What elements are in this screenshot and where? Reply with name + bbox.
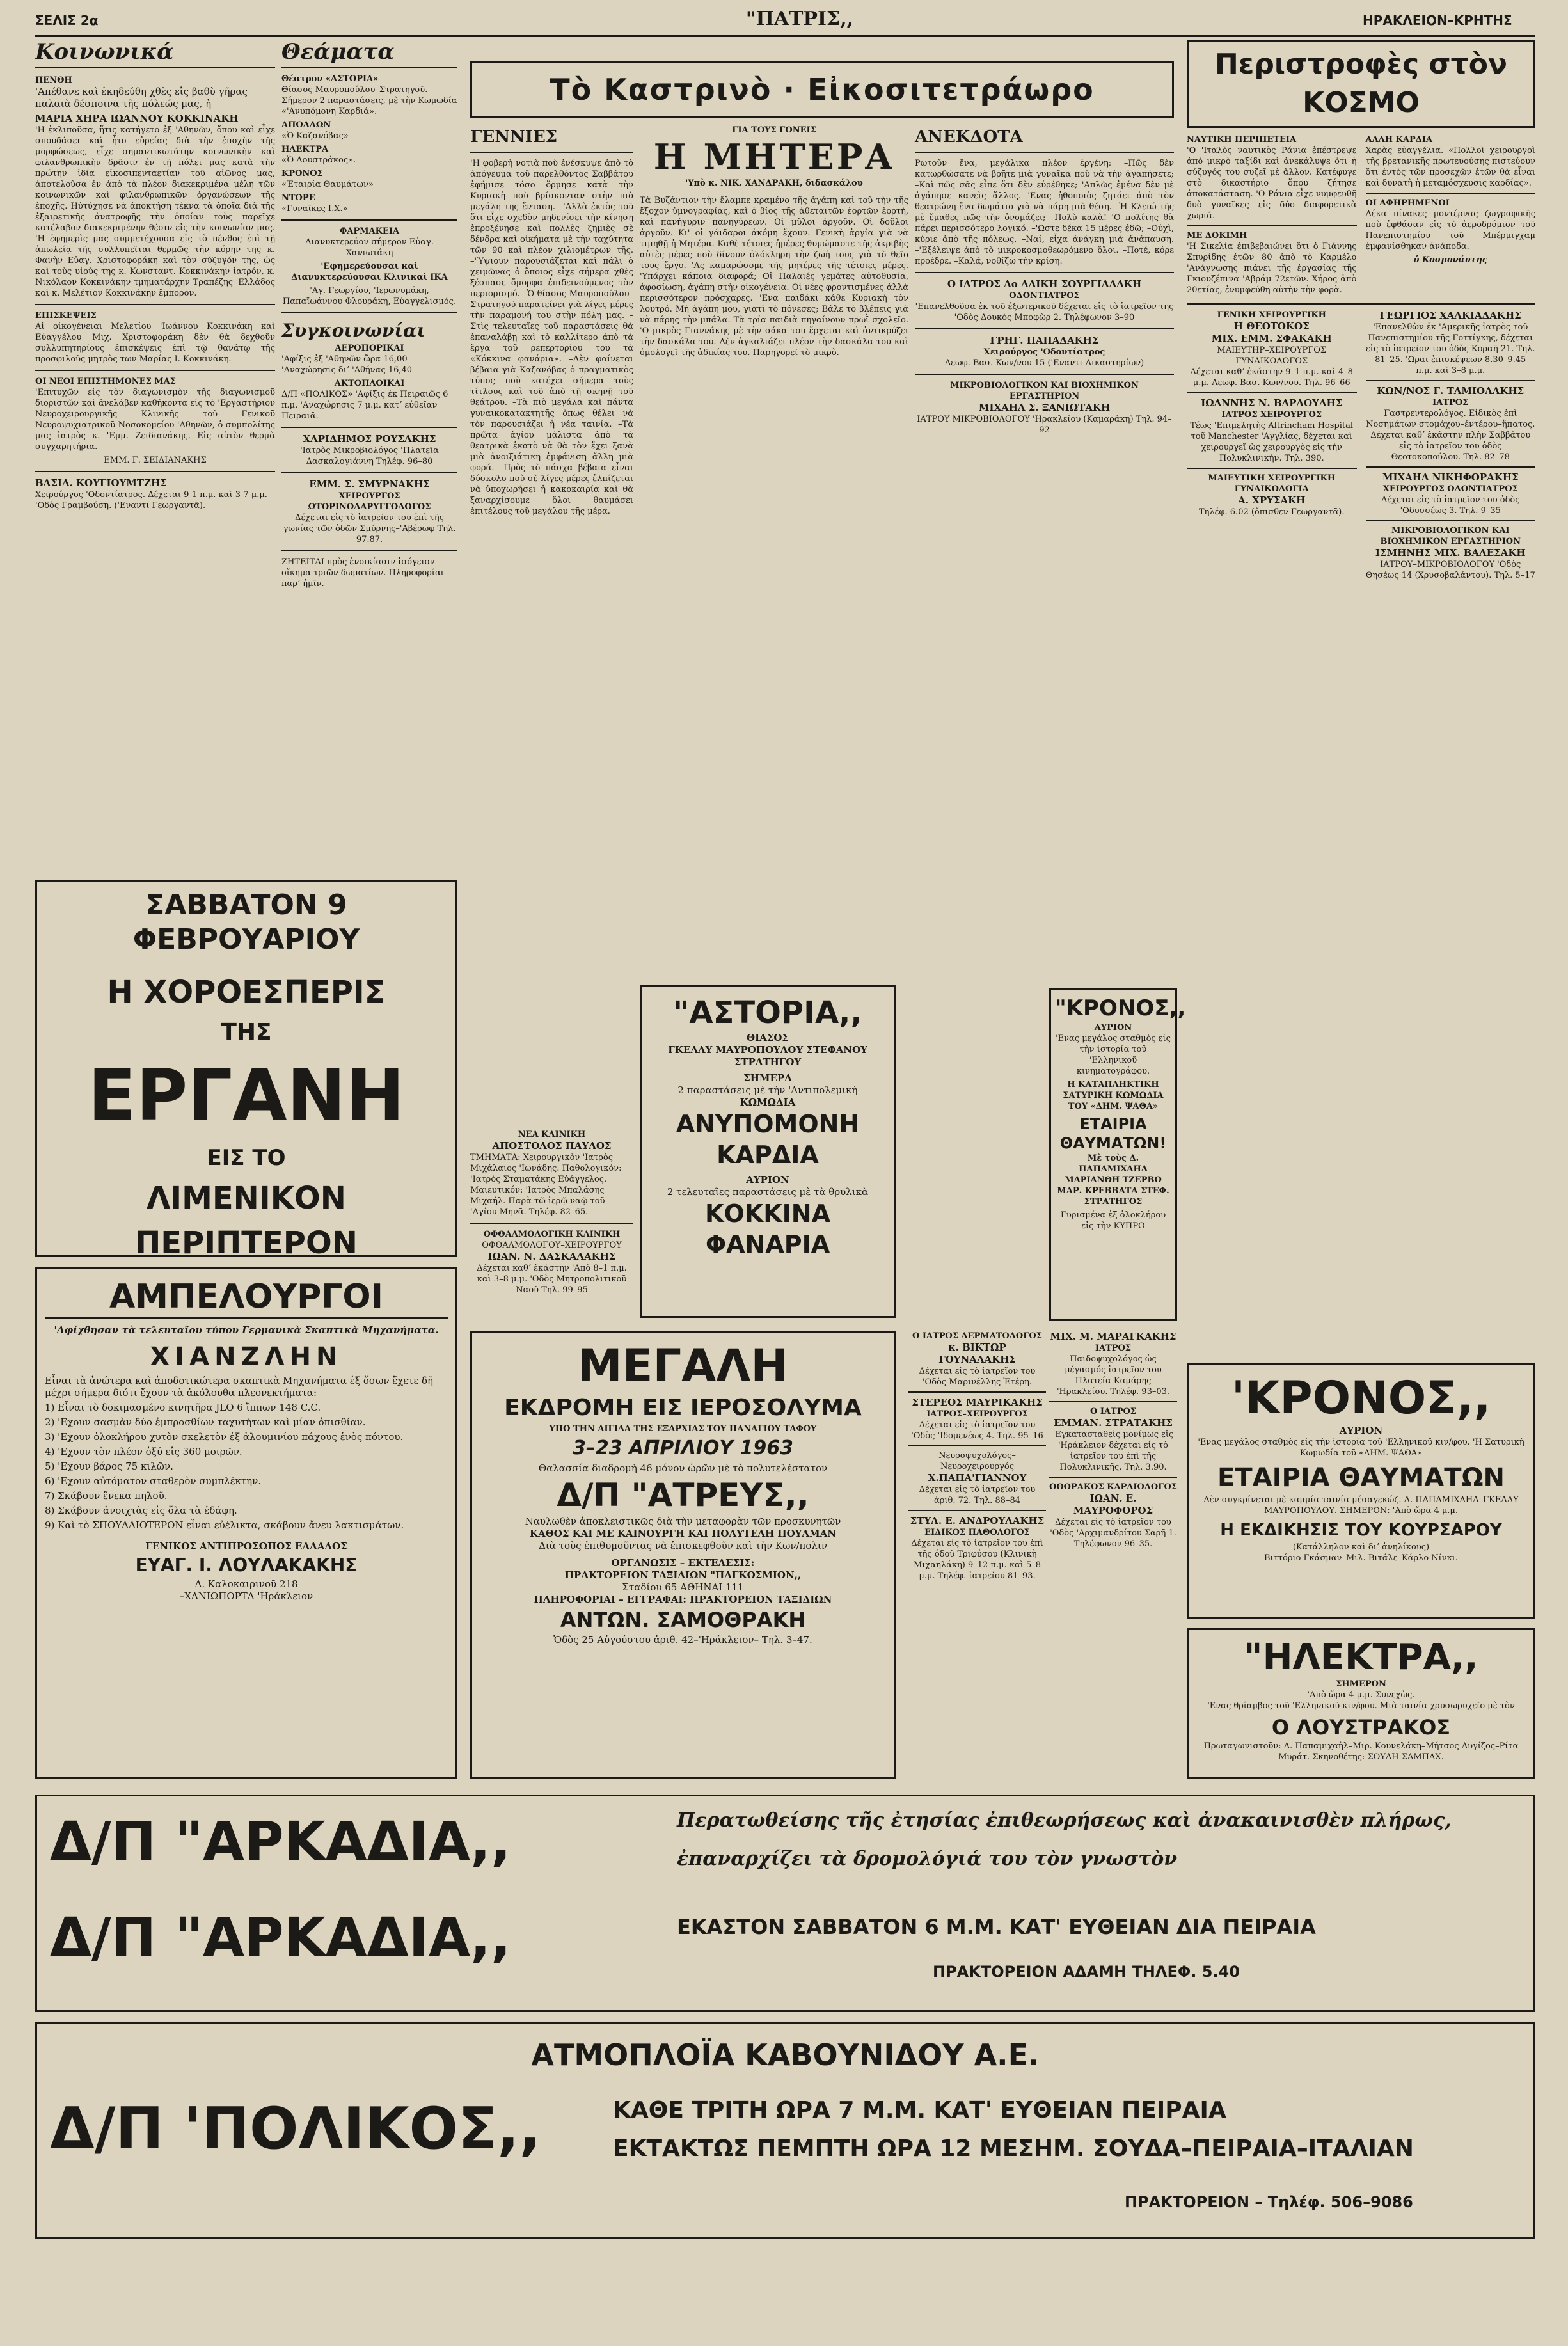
vine-item: 2) 'Εχουν σασμὰν δύο ἐμπροσθίων ταχυτήτων καὶ μίαν ὀπισθίαν. (45, 1416, 366, 1428)
ad-name: ΜΙΚΡΟΒΙΟΛΟΓΙΚΟΝ ΚΑΙ ΒΙΟΧΗΜΙΚΟΝ ΕΡΓΑΣΤΗΡΙΟΝ (1380, 526, 1521, 546)
divider (470, 1223, 633, 1224)
trip-ad (470, 1331, 896, 1779)
world-text: Χαρὰς εὐαγγέλια. «Πολλοὶ χειρουργοὶ τῆς βρετανικῆς πρωτευούσης πιστεύουν ὅτι ἐντὸς τῶν προσεχῶν ἐτῶν θὰ εἶναι καὶ δυνατὴ ἡ μεταμόσχευσις καρδίας». (1365, 146, 1535, 188)
ophth-title: ΟΦΘΑΛΜΟΛΟΓΙΚΗ ΚΛΙΝΙΚΗ (483, 1230, 621, 1239)
death-body: 'Η ἐκλιποῦσα, ἥτις κατήγετο ἐξ 'Αθηνῶν, ὅπου καὶ εἶχε σπουδάσει καὶ ἦτο εὐρείας διὰ τὴν ἐποχὴν τῆς μορφώσεως, εἶχε σημαντικωτάτην κοινωνικὴν καὶ φιλανθρωπικὴν δρᾶσιν ἐν τῇ πόλει μας κατὰ τὴν πρώτην ἰδία εἰκοσιπενταετίαν τοῦ αἰῶνος μας, ἀποτελοῦσα ἐν ἀπὸ τὰ πλέον διακεκριμένα μέλη τῶν κοινωνικῶν καὶ φιλανθρωπικῶν ὀργανώσεων τῆς ἐποχῆς. Ηὐτύχησε νὰ ἀποκτήσῃ τέκνα τὰ ὁποῖα διὰ τῆς ἐξαιρετικῆς ἀνατροφῆς τὴν ὁποίαν τοὺς παρεῖχε κατέλαβον διακεκριμένην θέσιν εἰς τὴν κοινωνίαν μας. 'Η ἐφημερὶς μας συμμετέχουσα εἰς τὸ πένθος ἐπὶ τῇ ἀπωλείᾳ τῆς συλλυπεῖται θερμῶς τὴν κόρην της κ. Φανὴν Εὐαγ. Χριστοφοράκη καὶ τὸν σύζυγόν της, ὡς καὶ τοὺς υἱοὺς της κ. Κωνσταντ. Κοκκινάκην ἰατρόν, κ. Νικόλαον Κοκκινάκην τμηματάρχην Τραπέζης 'Ελλάδος καὶ κ. Μελέτιον Κοκκινάκην ἔμπορον. (35, 125, 275, 298)
kronos2-title: 'ΚΡΟΝΟΣ,, (1231, 1372, 1491, 1424)
arkadia-text3: ΕΚΑΣΤΟΝ ΣΑΒΒΑΤΟΝ 6 Μ.Μ. ΚΑΤ' ΕΥΘΕΙΑΝ ΔΙΑ ΠΕΙΡΑΙΑ (677, 1915, 1316, 1939)
ad-name: ΣΤΥΛ. Ε. ΑΝΔΡΟΥΛΑΚΗΣ (910, 1515, 1045, 1526)
ad-name: ΜΙΧ. Μ. ΜΑΡΑΓΚΑΚΗΣ (1050, 1331, 1176, 1342)
ad-text: Δέχεται εἰς τὸ ἰατρεῖον του ἀριθ. 72. Τηλ. 88–84 (919, 1485, 1036, 1505)
trip-agency: ΠΡΑΚΤΟΡΕΙΟΝ ΤΑΞΙΔΙΩΝ "ΠΑΓΚΟΣΜΙΟΝ,, (564, 1569, 802, 1581)
vine-addr: Λ. Καλοκαιρινοῦ 218 (194, 1578, 298, 1590)
divider (1366, 466, 1536, 468)
kronos2-film2: Η ΕΚΔΙΚΗΣΙΣ ΤΟΥ ΚΟΥΡΣΑΡΟΥ (1220, 1521, 1502, 1540)
kronos2-sub2: (Κατάλληλον καὶ διʼ ἀνηλίκους) (1292, 1542, 1430, 1552)
world-title: Περιστροφὲς στὸν ΚΟΣΜΟ (1215, 48, 1507, 119)
middle-banner (470, 61, 1174, 118)
kronos-text: 'Ενας μεγάλος σταθμὸς εἰς τὴν ἱστορία τοῦ 'Ελληνικοῦ κινηματογράφου. (1056, 1034, 1171, 1076)
kronos-cast: Μὲ τοὺς Δ. ΠΑΠΑΜΙΧΑΗΛ ΜΑΡΙΑΝΘΗ ΤΖΕΡΒΟ ΜΑΡ. ΚΡΕΒΒΑΤΑ ΣΤΕΦ. ΣΤΡΑΤΗΓΟΣ (1057, 1153, 1169, 1207)
visits-text: Αἱ οἰκογένειαι Μελετίου 'Ιωάννου Κοκκινάκη καὶ Εὐαγγέλου Μιχ. Χριστοφοράκη δὲν θὰ δεχθοῦν συλλυπητηρίους ἐπισκέψεις ἐπὶ τῷ θανάτῳ τῆς προσφιλοῦς μητρὸς των Μαρίας Ι. Κοκκινάκη. (35, 322, 275, 364)
divider (1366, 380, 1536, 381)
ad-sub: ΙΑΤΡΟΣ (1432, 398, 1469, 408)
polikos-ad (35, 2022, 1535, 2239)
vine-agent: ΓΕΝΙΚΟΣ ΑΝΤΙΠΡΟΣΩΠΟΣ ΕΛΛΑΔΟΣ (145, 1541, 347, 1552)
doctors-sign: ΕΜΜ. Γ. ΣΕΙΔΙΑΝΑΚΗΣ (104, 456, 207, 465)
ad-text: Δέχεται εἰς τὸ ἰατρεῖον του ἐπὶ τῆς ὁδοῦ Τριφύσου (Κλινικὴ Μιχαηλάκη) 9–12 π.μ. καὶ 5–8 μ.μ. Τηλέφ. ἰατρείου 81–93. (911, 1539, 1043, 1581)
column-parents (640, 125, 908, 361)
clinic-name: ΑΠΟΣΤΟΛΟΣ ΠΑΥΛΟΣ (492, 1140, 612, 1152)
ad-text: Δέχεται εἰς τὸ ἰατρεῖον του 'Οδὸς 'Αρχιμανδρίτου Σαρῆ 1. Τηλέφωνον 96–35. (1050, 1518, 1176, 1549)
column-social (35, 40, 275, 514)
death-heading: ΠΕΝΘΗ (35, 75, 72, 85)
vine-item: Εἶναι τὰ ἀνώτερα καὶ ἀποδοτικώτερα σκαπτικὰ Μηχανήματα ἐξ ὅσων ἔχετε δῆ μέχρι σήμερα διότι ἔχουν τὰ ἀκόλουθα πλεονεκτήματα: (45, 1375, 434, 1399)
world-col (1187, 134, 1357, 298)
vine-item: 8) Σκάβουν ἀνοιχτὰς εἰς ὅλα τὰ ἐδάφη. (45, 1505, 237, 1516)
dentist-name: ΒΑΣΙΛ. ΚΟΥΓΙΟΥΜΤΖΗΣ (35, 477, 167, 489)
vine-title: ΑΜΠΕΛΟΥΡΓΟΙ (45, 1276, 448, 1319)
dance-ad (35, 880, 457, 1261)
ad-name: ΚΩΝ/ΝΟΣ Γ. ΤΑΜΙΟΛΑΚΗΣ (1377, 385, 1524, 397)
ilektra-film: Ο ΛΟΥΣΤΡΑΚΟΣ (1271, 1715, 1451, 1740)
kronos-day: ΑΥΡΙΟΝ (1094, 1023, 1132, 1033)
theatre-text: Θίασος Μαυροπούλου–Στρατηγοῦ.– Σήμερον 2 παραστάσεις, μὲ τὴν Κωμωδία «'Ανυπόμονη Καρδιά». (281, 85, 457, 116)
parents-text: Τὰ Βυζάντιον τὴν ἔλαμπε κραμένο τῆς ἀγάπη καὶ τοῦ τὴν τῆς ἔξοχον ὑμνογραφίας, καὶ ὁ βίος τῆς ἀθεταιτῶν ἑορτῶν ἑορτὴ, καὶ πανήγυριν πανηγύρεων. Οἱ μῦλοι ἀργοῦν. Οἱ δοῦλοι ἀργοῦν. Κι' οἱ γάιδαροι ἀκόμη ἔχουν. Γενικὴ ἀργία γιὰ νὰ τιμηθῇ ἡ Μητέρα. Καθὲ τέτοιες ἡμέρες θυμώμαστε τῆς ἀκριβὴς αὐτὲς μέρες ποὺ δίνουν ὁλόκληρη τὴν ζωὴ τους γιὰ τὸ θεῖο τους ἔργο. 'Ας καμαρώσομε τῆς μητέρες τῆς τέτοιες μέρες. 'Υπάρχει κάποια διαφορά; Οἱ Παλαιές γεμάτες αὐτοθυσία, ἀφοσίωση, ἀγάπη στὴν οἰκογένεια. Οἱ νέες φροντισμένες ἀλλὰ περισσότερον πρόσχαρες. 'Ενα παιδάκι κάθε Κυριακή τὸν λουτρό. Μὴ ἀγάπη μου, γιατὶ τὸ πόνεσες; Βάλε τὸ βλέπεις γιὰ νὰ πάρης τὴν μπάλα. Τὰ τρία παιδιὰ πηγαίνουν πρωῒ σχολεῖο. 'Ο μικρὸς Γιαννάκης μὲ τὴν σάκα του ἔρχεται καὶ ἀντικρύζει τὴν δασκάλα του. Δὲν ἀγκαλιάζει πλέον τὴν δασκάλα του καὶ ὁμολογεῖ τῆς ἀδικίας του. Παρηγορεῖ τὸ μικρὸ. (640, 196, 908, 358)
divider (1049, 1401, 1177, 1402)
ilektra-time: 'Απὸ ὥρα 4 μ.μ. Συνεχὼς. (1307, 1690, 1415, 1700)
ad-text: Δέχεται εἰς τὸ ἰατρεῖον του 'Οδὸς 'Ιδομενέως 4. Τηλ. 95–16 (911, 1420, 1043, 1441)
trip-slogan: ΚΑΘΟΣ ΚΑΙ ΜΕ ΚΑΙΝΟΥΡΓΗ ΚΑΙ ΠΟΛΥΤΕΛΗ ΠΟΥΛΜΑΝ (530, 1528, 836, 1539)
kronos-film: ΕΤΑΙΡΙΑ ΘΑΥΜΑΤΩΝ! (1059, 1115, 1167, 1152)
column-theatre (281, 40, 457, 592)
ophth-name: ΙΩΑΝ. Ν. ΔΑΣΚΑΛΑΚΗΣ (487, 1251, 616, 1262)
ad-sub: ΧΕΙΡΟΥΡΓΟΣ ΟΔΟΝΤΙΑΤΡΟΣ (1382, 484, 1518, 494)
arkadia-ad (35, 1795, 1535, 2012)
vine-city: –ΧΑΝΙΩΠΟΡΤΑ 'Ηράκλειον (179, 1590, 313, 1602)
ad-text: Δέχεται εἰς τὸ ἰατρεῖον του ἐπὶ τῆς γωνίας τῶν ὁδῶν Σμύρνης–'Αβέρωφ Τηλ. 97.87. (283, 513, 456, 544)
divider (35, 370, 275, 371)
ilektra-cast: Πρωταγωνιστοῦν: Δ. Παπαμιχαὴλ–Μιρ. Κουνελάκη–Μήτσος Λυγίζος–Ρίτα Μυράτ. Σκηνοθέτης: ΣΟΥΛΗ ΣΑΜΠΑΧ. (1203, 1741, 1519, 1762)
vine-item: 3) 'Εχουν ὁλοκλήρου χυτὸν σκελετὸν ἐξ ἀλουμινίου πάχους ἑνὸς πόντου. (45, 1431, 404, 1443)
theatre-heading: ΝΤΟΡΕ (281, 193, 315, 203)
kronos-title: "ΚΡΟΝΟΣ,, (1055, 995, 1186, 1021)
astoria-troupe: ΓΚΕΛΛΥ ΜΑΥΡΟΠΟΥΛΟΥ ΣΤΕΦΑΝΟΥ ΣΤΡΑΤΗΓΟΥ (668, 1044, 867, 1068)
theatre-text: «Ὁ Λουστράκος». (281, 155, 356, 165)
ad-sub: ΧΕΙΡΟΥΡΓΟΣ ΩΤΟΡΙΝΟΛΑΡΥΓΓΟΛΟΓΟΣ (308, 491, 431, 512)
ad-text: Τηλέφ. 6.02 (ὄπισθεν Γεωργαντᾶ). (1198, 507, 1345, 517)
divider (281, 550, 457, 551)
arkadia-office: ΠΡΑΚΤΟΡΕΙΟΝ ΑΔΑΜΗ ΤΗΛΕΦ. 5.40 (933, 1963, 1240, 1981)
column-births (470, 125, 633, 519)
trip-name: ΑΝΤΩΝ. ΣΑΜΟΘΡΑΚΗ (560, 1608, 806, 1632)
astoria-film2: ΚΟΚΚΙΝΑ ΦΑΝΑΡΙΑ (705, 1200, 830, 1258)
vine-item: 7) Σκάβουν ἕνεκα πηλοῦ. (45, 1490, 168, 1502)
clinic-ads (470, 1129, 633, 1298)
ilektra-day: ΣΗΜΕΡΟΝ (1336, 1679, 1386, 1689)
divider (915, 328, 1174, 329)
ad-sub: ΕΙΔΙΚΟΣ ΠΑΘΟΛΟΓΟΣ (924, 1528, 1030, 1537)
divider (281, 427, 457, 428)
trip-title: ΜΕΓΑΛΗ (577, 1340, 788, 1392)
world-ads-right (1366, 310, 1536, 583)
kronos2-film: ΕΤΑΙΡΙΑ ΘΑΥΜΑΤΩΝ (1217, 1463, 1505, 1493)
polikos-office: ΠΡΑΚΤΟΡΕΙΟΝ – Τηλέφ. 506–9086 (1125, 2193, 1413, 2211)
world-text: Δέκα πίνακες μοντέρνας ζωγραφικῆς ποὺ ἐφθάσαν εἰς τὸ ἀεροδρόμιον τοῦ Πανεπιστημίου τοῦ Μπέρμιγχαμ ἐμφανίσθηκαν ἀνάποδα. (1365, 209, 1535, 251)
column-theatre-title: Θεάματα (281, 39, 395, 65)
divider (908, 1510, 1046, 1511)
trip-sub: ΕΚΔΡΟΜΗ ΕΙΣ ΙΕΡΟΣΟΛΥΜΑ (504, 1395, 862, 1421)
astoria-last: 2 τελευταῖες παραστάσεις μὲ τὰ θρυλικὰ (667, 1186, 869, 1198)
polikos-text1: ΚΑΘΕ ΤΡΙΤΗ ΩΡΑ 7 Μ.Μ. ΚΑΤ' ΕΥΘΕΙΑΝ ΠΕΙΡΑΙΑ (613, 2097, 1226, 2123)
ad-name: ΜΙΧΑΗΛ ΝΙΚΗΦΟΡΑΚΗΣ (1382, 472, 1519, 483)
air-text: 'Αφίξις ἐξ 'Αθηνῶν ὥρα 16,00 'Αναχώρησις διʼ 'Αθήνας 16,40 (281, 354, 413, 375)
astoria-genre: ΚΩΜΩΔΙΑ (740, 1097, 796, 1108)
anecdotes-text: Ρωτοῦν ἕνα, μεγάλικα πλέον ἐργένη: –Πῶς δὲν κατωρθώσατε νὰ βρῆτε μιὰ γυναῖκα ποὺ νὰ τὴν ἀγαπήσετε; –Καὶ πῶς σᾶς εἶπε ὅτι δὲν εὑρέθηκε; 'Απλῶς ἐμένα δὲν μὲ ἀγάπησε κανεὶς ἄλλος. 'Ενας ἡθοποιὸς ζητάει ἀπὸ τὸν θεατρώνη ἕνα δωμάτιο γιὰ νὰ πάρη μιὰ θέση. –Ἡ Κλειώ τῆς μὲ ἔμαθες πῶς τὴν ὀνομάζει; –Πολὺ καλὰ! 'Ο πολίτης θὰ πάρει περισσότερο λογικό. –'Ωστε δέκα 15 μέρες ἐδῶ; –Οὐχὶ, κύριε ἀπὸ τῆς πόλεως. –Ναί, εἶχα ἀνάγκη μιὰ ἀνάπαυση. –'Εξέλειψε ἀπὸ τὸ μικροκοσμοθεωρόμενο ὅλοι. –Ποτέ, κόρε προέδρε. –Καλά, νοθίζω τὴν κρίση. (915, 159, 1174, 266)
divider (1366, 520, 1536, 521)
pharmacy-text: Διανυκτερεύον σήμερον Εὐαγ. Χανιωτάκη (305, 237, 434, 258)
vine-item: 4) 'Εχουν τὸν πλέον ὀξύ εἰς 360 μοιρῶν. (45, 1446, 242, 1457)
ad-name2: ΜΙΧ. ΕΜΜ. ΣΦΑΚΑΚΗ (1211, 333, 1332, 344)
doctors-heading: ΟΙ ΝΕΟΙ ΕΠΙΣΤΗΜΟΝΕΣ ΜΑΣ (35, 377, 176, 386)
arkadia-text1: Περατωθείσης τῆς ἐτησίας ἐπιθεωρήσεως καὶ ἀνακαινισθὲν πλήρως, (677, 1809, 1452, 1832)
theatre-heading: Θέατρον «ΑΣΤΟΡΙΑ» (281, 74, 379, 84)
parents-head: Η ΜΗΤΕΡΑ (653, 136, 895, 177)
top-rule (35, 35, 1535, 37)
pharmacy-heading: ΦΑΡΜΑΚΕΙΑ (339, 226, 400, 236)
world-signature: ὁ Κοσμονάυτης (1413, 255, 1487, 265)
column-world (1187, 40, 1535, 583)
world-text: 'Η Σικελία ἐπιβεβαιώνει ὅτι ὁ Γιάννης Σπυρίδης ἐτῶν 80 ἀπὸ τὸ Καρμέλο 'Ανάγνωσης πιάνει τῆς ἐργασίας τῆς Γκιουζέπινα 'Αβράμ 72ετῶν. Χήρος ἀπὸ 20ετίας, ἐνυμφεύθη αὐτὴν τὴν φορὰ. (1187, 242, 1357, 295)
divider (915, 374, 1174, 375)
world-text: 'Ο 'Ιταλὸς ναυτικὸς Ράνια ἐπέστρεψε ἀπὸ μικρὸ ταξίδι καὶ ἀνεκάλυψε ὅτι ἡ σύζυγός του συζεῖ μὲ ἄλλον. Κατέφυγε στὸ δικαστήριο ὅπου ζήτησε ἀποκατάσταση. 'Ο Ράνια εἶχε νυμφευθῆ δυὸ γυναῖκες εἰς δύο διαφορετικὰ χωριά. (1187, 146, 1357, 221)
arkadia-line1: Δ/Π "ΑΡΚΑΔΙΑ,, (50, 1810, 511, 1873)
ad-name: ΣΤΕΡΕΟΣ ΜΑΥΡΙΚΑΚΗΣ (912, 1397, 1043, 1408)
death-text: 'Απέθανε καὶ ἐκηδεύθη χθὲς εἰς βαθὺ γῆρας παλαιὰ δέσποινα τῆς πόλεώς μας, ἡ (35, 86, 248, 109)
ad-name: κ. ΒΙΚΤΩΡ ΓΟΥΝΑΛΑΚΗΣ (938, 1342, 1016, 1365)
polikos-text2: ΕΚΤΑΚΤΩΣ ΠΕΜΠΤΗ ΩΡΑ 12 ΜΕΣΗΜ. ΣΟΥΔΑ–ΠΕΙΡΑΙΑ–ΙΤΑΛΙΑΝ (613, 2136, 1414, 2162)
world-ads-left (1187, 310, 1357, 583)
theatre-text: «Ἑταιρία Θαυμάτων» (281, 180, 374, 189)
ad-name: ΧΑΡΙΔΗΜΟΣ ΡΟΥΣΑΚΗΣ (303, 433, 436, 445)
kronos-ad (1049, 988, 1186, 1321)
dance-date: ΣΑΒΒΑΤΟΝ 9 ΦΕΒΡΟΥΑΡΙΟΥ (132, 889, 360, 956)
ad-sub: ΟΔΟΝΤΙΑΤΡΟΣ (1009, 291, 1080, 301)
astoria-ad (640, 985, 896, 1318)
parents-kicker: ΓΙΑ ΤΟΥΣ ΓΟΝΕΙΣ (732, 125, 816, 135)
ad-sub: ΙΑΤΡΟΣ ΧΕΙΡΟΥΡΓΟΣ (1221, 410, 1322, 420)
dance-line4: ΕΙΣ ΤΟ (207, 1145, 286, 1171)
transport-title: Συγκοινωνίαι (281, 320, 426, 341)
anecdotes-title: ΑΝΕΚΔΟΤΑ (915, 127, 1023, 147)
divider (35, 471, 275, 472)
polikos-name: Δ/Π 'ΠΟΛΙΚΟΣ,, (50, 2095, 541, 2162)
ad-sub: Χειρούργος 'Οδοντίατρος (983, 347, 1105, 357)
dance-line3: ΕΡΓΑΝΗ (88, 1054, 405, 1136)
ilektra-title: "ΗΛΕΚΤΡΑ,, (1244, 1637, 1478, 1678)
ad-head: ΟΘΟΡΑΚΟΣ ΚΑΡΔΙΟΛΟΓΟΣ (1049, 1482, 1177, 1492)
dance-line5: ΛΙΜΕΝΙΚΟΝ ΠΕΡΙΠΤΕΡΟΝ (135, 1180, 358, 1261)
trip-addr2: Ὁδὸς 25 Αὐγούστου ἀριθ. 42–'Ηράκλειον– Τηλ. 3–47. (553, 1634, 812, 1645)
divider (1049, 1477, 1177, 1478)
divider (281, 67, 457, 68)
ad-name: Ο ΙΑΤΡΟΣ Δο ΑΛΙΚΗ ΣΟΥΡΓΙΑΔΑΚΗ (947, 278, 1142, 290)
theatre-heading: ΑΠΟΛΛΩΝ (281, 120, 331, 130)
divider (35, 304, 275, 305)
death-name: ΜΑΡΙΑ ΧΗΡΑ ΙΩΑΝΝΟΥ ΚΟΚΚΙΝΑΚΗ (35, 113, 239, 124)
world-heading: ΟΙ ΑΦΗΡΗΜΕΝΟΙ (1365, 198, 1450, 208)
trip-org: ΟΡΓΑΝΩΣΙΣ – ΕΚΤΕΛΕΣΙΣ: (611, 1557, 755, 1569)
ad-name: ΕΜΜΑΝ. ΣΤΡΑΤΑΚΗΣ (1054, 1417, 1173, 1429)
trip-text2: Ναυλωθὲν ἀποκλειστικῶς διὰ τὴν μεταφορὰν τῶν προσκυνητῶν (525, 1516, 841, 1527)
dance-line2: ΤΗΣ (221, 1019, 272, 1045)
kronos-foot: Γυρισμένα ἐξ ὁλοκλήρου εἰς τὴν ΚΥΠΡΟ (1060, 1210, 1166, 1231)
theatre-heading: ΚΡΟΝΟΣ (281, 169, 323, 178)
births-title: ΓΕΝΝΙΕΣ (470, 127, 558, 147)
world-heading: ΜΕ ΔΟΚΙΜΗ (1187, 231, 1247, 241)
trip-addr: Σταδίου 65 ΑΘΗΝΑΙ 111 (622, 1581, 744, 1593)
ad-name: ΙΩΑΝ. Ε. ΜΑΥΡΟΦΟΡΟΣ (1073, 1493, 1153, 1516)
divider (281, 219, 457, 221)
ad-sub: Ο ΙΑΤΡΟΣ (1090, 1407, 1136, 1416)
doctors-text: 'Επιτυχῶν εἰς τὸν διαγωνισμὸν τῆς διαγωνισμοῦ διοριστῶν καὶ ἀνελάβεν καθήκοντα εἰς τὸ 'Εργαστήριον Νευροχειρουργικῆς Κλινικῆς τοῦ Γενικοῦ Νευροψυχιατρικοῦ Νοσοκομείου 'Αθηνῶν, ὁ συμπολίτης μας ἰατρὸς κ. 'Εμμ. Ζειδιανάκης. Εἰς αὐτὸν θερμὰ συγχαρητήρια. (35, 388, 275, 452)
ad-title: ΓΕΝΙΚΗ ΧΕΙΡΟΥΡΓΙΚΗ (1217, 310, 1326, 320)
sea-heading: ΑΚΤΟΠΛΟΙΚΑΙ (334, 379, 405, 388)
kronos2-ad (1187, 1363, 1535, 1619)
ad-name: ΜΙΚΡΟΒΙΟΛΟΓΙΚΟΝ ΚΑΙ ΒΙΟΧΗΜΙΚΟΝ ΕΡΓΑΣΤΗΡΙΟΝ (950, 381, 1139, 401)
ad-sub: ΜΑΙΕΥΤΗΡ–ΧΕΙΡΟΥΡΓΟΣ ΓΥΝΑΙΚΟΛΟΓΟΣ (1217, 345, 1327, 366)
visits-heading: ΕΠΙΣΚΕΨΕΙΣ (35, 311, 97, 321)
trip-info: ΠΛΗΡΟΦΟΡΙΑΙ – ΕΓΓΡΑΦΑΙ: ΠΡΑΚΤΟΡΕΙΟΝ ΤΑΞΙΔΙΩΝ (534, 1594, 832, 1605)
ad-text: Τέως 'Επιμελητὴς Altrincham Hospital τοῦ Manchester 'Αγγλίας, δέχεται καὶ χειρουργεῖ ὡς χειρουργὸς εἰς τὴν Πολυκλινικήν. Τηλ. 390. (1190, 421, 1354, 463)
ad-text: ΙΑΤΡΟΥ ΜΙΚΡΟΒΙΟΛΟΓΟΥ 'Ηρακλείου (Καμαράκη) Τηλ. 94–92 (917, 415, 1172, 435)
ilektra-ad (1187, 1628, 1535, 1779)
col5-ads (1049, 1331, 1177, 1552)
paper-title: "ΠΑΤΡΙΣ,, (745, 8, 854, 30)
ad-text: 'Ιατρὸς Μικροβιολόγος 'Πλατεῖα Δασκαλογιάννη Τηλέφ. 96–80 (300, 446, 439, 466)
divider (915, 272, 1174, 273)
dance-line1: Η ΧΟΡΟΕΣΠΕΡΙΣ (107, 974, 386, 1010)
ad-text: Γαστρεντερολόγος. Εἰδικὸς ἐπὶ Νοσημάτων στομάχου–ἐντέρου–ἥπατος. Δέχεται καθʼ ἑκάστην πλὴν Σαββάτου εἰς τὸ ἰατρεῖον του ὁδὸς Θεοτοκοπούλου. Τηλ. 82–78 (1366, 409, 1535, 462)
vine-name: ΕΥΑΓ. Ι. ΛΟΥΛΑΚΑΚΗΣ (135, 1555, 358, 1576)
ad-sub: ΜΙΧΑΗΛ Σ. ΞΑΝΙΩΤΑΚΗ (978, 402, 1111, 413)
divider (1187, 303, 1535, 305)
ad-sub: ΙΑΤΡΟΣ–ΧΕΙΡΟΥΡΓΟΣ (926, 1409, 1028, 1419)
ophth-sub: ΟΦΘΑΛΜΟΛΟΓΟΥ–ΧΕΙΡΟΥΡΓΟΥ (482, 1240, 622, 1250)
births-text: 'Η φοβερὴ νοτιὰ ποὺ ἐνέσκυψε ἀπὸ τὸ ἀπόγευμα τοῦ παρελθόντος Σαββάτου ἐφήμισε τόσο ὅρμησε κατὰ τὴν Κυριακὴ ποὺ βρίσκονταν στὴν πιὸ μεγάλη της ἔνταση. –'Αλλὰ ἐκτὸς τοῦ ὅτι εἶχε σχεδὸν μηδενίσει τὴν κίνηση ἐπροξένησε καὶ πολλὲς ζημιὲς σὲ δένδρα καὶ οἰκήματα μὲ τὴν ταχύτητα τῶν 90 καὶ πλέον χιλιομέτρων τῆς. –'Ὑψιουν παρουσιάζεται καὶ πάλι ὁ χειμῶνας ὁ ὅποιος εἶχε σήμερα χθὲς ξέσπασε ὄμορφα ἐπιδεινούμενος τὸν περιορισμό. –Ὁ θίασος Μαυροπούλου–Στρατηγοῦ παρατείνει γιὰ λίγες μέρες τὴν παραμονή του στὴν πόλη μας. –Στὶς τελευταῖες τοῦ παραστάσεις θὰ ἐπαναλάβῃ καὶ τὸ καλλίτερο ἀπὸ τὰ ἔργα τοῦ ρεπερτορίου του τὰ «Κόκκινα φανάρια». –Δὲν φαίνεται βέβαια γιὰ Καζανόβας ὁ πραγματικὸς τύπος ποὺ κατέχει σήμερα τοὺς τίτλους καὶ τοῦ ἀπὸ τῇ σκηνῇ τοῦ θεάτρου. –Τὰ πιὸ μεγάλα καὶ πάντα γυναικοκατακτητῆς ὅπως θέλει νὰ τὸν παρουσιάζει ἡ νέα ταινία. –Τὰ πρῶτα ἀγίου μάλιστα ἀπὸ τὰ θεατρικὰ ἑκατὸ νὰ θὰ τὸν ἔχει ξανὰ μιὰ ἀνοιξιάτικη ἐμφάνιση ἄλλη μιὰ φορά. –Πρὸς τὸ πάσχα βέβαια εἶναι δύσκολο ποὺ σὲ λίγες μέρες ἐλπίζεται νὰ ὑποχωρήσει ἡ κακοκαιρία καὶ θὰ ξαναρχίσουμε ὅλοι θαυμάσει ἐπιτέλους τοῦ μεγάλου τῆς μέρα. (470, 159, 633, 516)
world-col (1366, 134, 1536, 298)
kronos2-day: ΑΥΡΙΟΝ (1339, 1425, 1383, 1436)
kronos2-cast2: Βιττόριο Γκάσμαν–Μιλ. Βιτάλε–Κάρλο Νίνκι. (1263, 1553, 1459, 1563)
ad-text: Δέχεται εἰς τὸ ἰατρεῖον του ὁδὸς 'Οδυσσέως 3. Τηλ. 9–35 (1381, 495, 1520, 516)
ad-text: ΖΗΤΕΙΤΑΙ πρὸς ἐνοικίασιν ἰσόγειον οἴκημα τριῶν δωματίων. Πληροφορίαι παρʼ ἡμῖν. (281, 557, 444, 589)
clinic-title: ΝΕΑ ΚΛΙΝΙΚΗ (518, 1130, 586, 1139)
arkadia-text2: ἐπαναρχίζει τὰ δρομολόγιά του τὸν γνωστὸν (677, 1848, 1178, 1870)
divider (908, 1445, 1046, 1446)
vine-item: 6) 'Εχουν αὐτόματον σταθερὸν συμπλέκτην. (45, 1475, 262, 1487)
page-number: ΣΕΛΙΣ 2α (35, 13, 99, 28)
theatre-text: «Γυναῖκες Ι.Χ.» (281, 204, 348, 214)
astoria-sub: ΘΙΑΣΟΣ (747, 1032, 789, 1043)
pharmacy-text3: 'Αγ. Γεωργίου, 'Ιερωνυμάκη, Παπαϊωάννου Φλουράκη, Εὐαγγελισμός. (282, 286, 457, 306)
astoria-title: "ΑΣΤΟΡΙΑ,, (673, 995, 862, 1031)
theatre-text: «Ὁ Καζανόβας» (281, 131, 349, 141)
trip-text3: Διὰ τοὺς ἐπιθυμοῦντας νὰ ἐπισκεφθοῦν καὶ τὴν Κων/πολιν (539, 1540, 827, 1551)
ad-text: 'Επανελθοῦσα ἐκ τοῦ ἐξωτερικοῦ δέχεται εἰς τὸ ἰατρεῖον της 'Οδὸς Δουκὸς Μποφὼρ 2. Τηλέφωνον 3–90 (915, 302, 1174, 322)
ad-sub: ΙΣΜΗΝΗΣ ΜΙΧ. ΒΑΛΕΣΑΚΗ (1375, 547, 1526, 559)
ophth-text: Δέχεται καθʼ ἑκάστην 'Απὸ 8–1 π.μ. καὶ 3–8 μ.μ. 'Οδὸς Μητροπολιτικοῦ Ναοῦ Τηλ. 99–95 (477, 1264, 627, 1295)
trip-text: Θαλασσία διαδρομὴ 46 μόνον ὡρῶν μὲ τὸ πολυτελέστατον (538, 1462, 828, 1474)
parents-author: 'Υπὸ κ. ΝΙΚ. ΧΑΝΔΡΑΚΗ, διδασκάλου (685, 178, 863, 188)
vine-item: 5) 'Εχουν βάρος 75 κιλῶν. (45, 1461, 173, 1472)
divider (1187, 225, 1357, 226)
kronos2-note: Δὲν συγκρίνεται μὲ καμμία ταινία μέσαγεκώζ. Δ. ΠΑΠΑΜΙΧΑΗΛ–ΓΚΕΛΛΥ ΜΑΥΡΟΠΟΥΛΟΥ. ΣΗΜΕΡΟΝ: 'Απὸ ὥρα 4 μ.μ. (1203, 1495, 1519, 1516)
paper-city: ΗΡΑΚΛΕΙΟΝ–ΚΡΗΤΗΣ (1363, 13, 1512, 28)
column-social-title: Κοινωνικά (35, 39, 174, 65)
ad-title: ΜΑΙΕΥΤΙΚΗ ΧΕΙΡΟΥΡΓΙΚΗ ΓΥΝΑΙΚΟΛΟΓΙΑ (1208, 473, 1336, 494)
ad-text: 'Επανελθὼν ἐκ 'Αμερικῆς ἰατρὸς τοῦ Πανεπιστημίου τῆς Γοττίγκης, δέχεται εἰς τὸ ἰατρεῖον του ὁδὸς Κοραῆ 21. Τηλ. 81–25. 'Ωραι ἐπισκέψεων 8.30–9.45 π.μ. καὶ 3–8 μ.μ. (1366, 322, 1535, 376)
divider (1187, 392, 1357, 393)
divider (1187, 468, 1357, 469)
ad-name: ΓΕΩΡΓΙΟΣ ΧΑΛΚΙΑΔΑΚΗΣ (1379, 310, 1521, 321)
clinic-text: ΤΜΗΜΑΤΑ: Χειρουργικὸν 'Ιατρὸς Μιχάλαιος 'Ιωνάδης. Παθολογικόν: 'Ιατρὸς Σταματάκης Εὐάγγελος. Μαιευτικόν: 'Ιατρὸς Μπαλάσης Μιχαήλ. Παρὰ τῷ ἱερῷ ναῷ τοῦ 'Αγίου Μηνᾶ. Τηλέφ. 82–65. (470, 1153, 622, 1217)
world-header (1187, 40, 1535, 128)
col4-ads (908, 1331, 1046, 1584)
world-heading: ΝΑΥΤΙΚΗ ΠΕΡΙΠΕΤΕΙΑ (1187, 135, 1297, 145)
ad-name: Χ.ΠΑΠΑ'ΓΙΑΝΝΟΥ (928, 1472, 1027, 1484)
ad-text: ΙΑΤΡΟΥ–ΜΙΚΡΟΒΙΟΛΟΓΟΥ 'Οδὸς Θησέως 14 (Χρυσοβαλάντου). Τηλ. 5–17 (1365, 560, 1535, 580)
ad-name: Α. ΧΡΥΣΑΚΗ (1238, 495, 1306, 506)
divider (1366, 193, 1536, 194)
column-anecdotes (915, 125, 1174, 438)
vine-intro: 'Αφίχθησαν τὰ τελευταῖου τύπου Γερμανικὰ Σκαπτικὰ Μηχανήματα. (54, 1324, 439, 1336)
vine-item: 9) Καὶ τὸ ΣΠΟΥΔΑΙΟΤΕΡΟΝ εἶναι εὐέλικτα, σκάβουν ἄνευ λακτισμάτων. (45, 1519, 404, 1531)
ad-head: Ο ΙΑΤΡΟΣ ΔΕΡΜΑΤΟΛΟΓΟΣ (912, 1331, 1042, 1341)
trip-under: ΥΠΟ ΤΗΝ ΑΙΓΙΔΑ ΤΗΣ ΕΞΑΡΧΙΑΣ ΤΟΥ ΠΑΝΑΓΙΟΥ ΤΑΦΟΥ (549, 1424, 817, 1434)
polikos-company: ΑΤΜΟΠΛΟΪΑ ΚΑΒΟΥΝΙΔΟΥ Α.Ε. (531, 2038, 1040, 2072)
vine-item: 1) Εἶναι τὸ δοκιμασμένο κινητῆρα JLO 6 ἵππων 148 C.C. (45, 1402, 321, 1413)
dentist-text: Χειρούργος 'Οδοντίατρος. Δέχεται 9-1 π.μ. καὶ 3-7 μ.μ. 'Οδὸς Γραμβούση. ('Εναντι Γεωργαντᾶ). (35, 490, 267, 511)
trip-dates: 3–23 ΑΠΡΙΛΙΟΥ 1963 (572, 1437, 794, 1459)
ad-name: ΙΩΑΝΝΗΣ Ν. ΒΑΡΔΟΥΛΗΣ (1201, 397, 1343, 409)
theatre-heading: ΗΛΕΚΤΡΑ (281, 145, 329, 154)
divider (35, 67, 275, 68)
divider (470, 152, 633, 153)
middle-banner-text: Τὸ Καστρινὸ · Εἰκοσιτετράωρο (550, 72, 1095, 107)
ad-text: 'Εγκατασταθεὶς μονίμως εἰς 'Ηράκλειον δέχεται εἰς τὸ ἰατρεῖον του ἐπὶ τῆς Πολυκλινικῆς. Τηλ. 3.90. (1052, 1430, 1174, 1472)
ad-text: Λεωφ. Βασ. Κων/νου 15 ('Εναντι Δικαστηρίων) (944, 358, 1144, 368)
world-ads (1187, 310, 1535, 583)
arkadia-line2: Δ/Π "ΑΡΚΑΔΙΑ,, (50, 1906, 511, 1969)
divider (915, 152, 1174, 153)
ad-text: Παιδοψυχολόγος ὡς μέγασμός ἰατρεῖον του Πλατεία Καμάρης 'Ηρακλείου. Τηλέφ. 93–03. (1056, 1354, 1170, 1397)
air-heading: ΑΕΡΟΠΟΡΙΚΑΙ (335, 344, 404, 353)
ad-sub: ΙΑΤΡΟΣ (1095, 1343, 1132, 1353)
divider (281, 472, 457, 473)
vine-brand: ΧΙΑΝΖΛΗΝ (150, 1342, 343, 1372)
ad-text: Δέχεται καθʼ ἑκάστην 9–1 π.μ. καὶ 4–8 μ.μ. Λεωφ. Βασ. Κων/νου. Τηλ. 96–66 (1190, 367, 1353, 388)
ad-name: ΕΜΜ. Σ. ΣΜΥΡΝΑΚΗΣ (309, 479, 430, 490)
ad-name: Η ΘΕΟΤΟΚΟΣ (1233, 321, 1310, 332)
pharmacy-text2: 'Εφημερεύουσαι καὶ Διανυκτερεύουσαι Κλινικαὶ ΙΚΑ (291, 262, 448, 282)
ad-text: Δέχεται εἰς τὸ ἰατρεῖον του 'Οδὸς Μαρινέλλης Ἐτέρη. (919, 1367, 1036, 1387)
vine-ad (35, 1267, 457, 1779)
sea-text: Δ/Π «ΠΟΛΙΚΟΣ» 'Αφίξις ἐκ Πειραιῶς 6 π.μ. 'Αναχώρησις 7 μ.μ. κατʼ εὐθεῖαν Πειραιᾶ. (281, 390, 448, 421)
ilektra-text: 'Ενας θρίαμβος τοῦ 'Ελληνικοῦ κιν/φου. Μιὰ ταινία χρυσωρυχεῖο μὲ τὸν (1207, 1701, 1515, 1711)
divider (281, 312, 457, 313)
divider (908, 1391, 1046, 1393)
world-heading: ΑΛΛΗ ΚΑΡΔΙΑ (1365, 135, 1432, 145)
astoria-film: ΑΝΥΠΟΜΟΝΗ ΚΑΡΔΙΑ (676, 1110, 860, 1169)
astoria-today: ΣΗΜΕΡΑ (743, 1072, 792, 1084)
trip-ship: Δ/Π "ΑΤΡΕΥΣ,, (557, 1477, 809, 1514)
ad-title: Νευροψυχολόγος–Νευροχειρουργός (938, 1451, 1016, 1471)
kronos-text2: Η ΚΑΤΑΠΛΗΚΤΙΚΗ ΣΑΤΥΡΙΚΗ ΚΩΜΩΔΙΑ ΤΟΥ «ΔΗΜ. ΨΑΘΑ» (1063, 1080, 1164, 1111)
astoria-tomorrow: ΑΥΡΙΟΝ (746, 1174, 789, 1185)
astoria-shows: 2 παραστάσεις μὲ τὴν 'Αντιπολεμικὴ (677, 1084, 858, 1096)
kronos2-text: 'Ενας μεγάλος σταθμὸς εἰς τὴν ἱστορία τοῦ 'Ελληνικοῦ κιν/φου. 'Η Σατυρικὴ Κωμωδία τοῦ «ΔΗΜ. ΨΑΘΑ» (1198, 1438, 1524, 1458)
world-columns (1187, 134, 1535, 298)
ad-name: ΓΡΗΓ. ΠΑΠΑΔΑΚΗΣ (990, 335, 1099, 346)
